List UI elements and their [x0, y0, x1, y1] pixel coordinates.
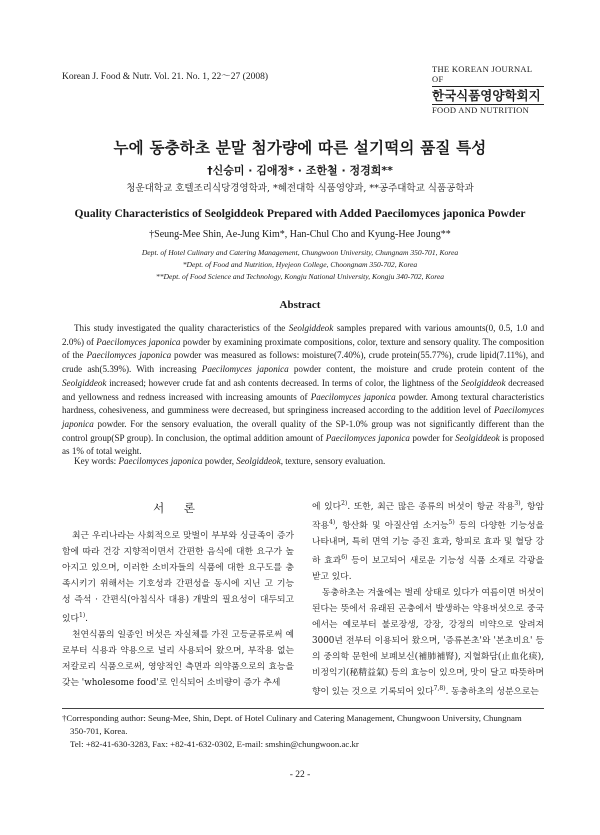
journal-name-en-2: FOOD AND NUTRITION — [432, 105, 530, 115]
footnote-line-3: Tel: +82-41-630-3283, Fax: +82-41-632-0302, E-mail: smshin@chungwoon.ac.kr — [70, 739, 359, 749]
abstract-heading: Abstract — [279, 299, 321, 311]
body-paragraph: 최근 우리나라는 사회적으로 맞벌이 부부와 싱글족이 증가함에 따라 건강 지향적이면서 간편한 음식에 대한 요구가 높아지고 있으며, 이러한 소비자들의 식품에 대한 요구도를 충족시키기 위해서는 기호성과 간편성을 동시에 지닌 고 기능성 즉석 · 간편식(아침식사 대용) 개발의 필요성이 대두되고 있다$^{1)}$. — [62, 531, 294, 624]
body-column-left — [62, 528, 294, 691]
abstract-body — [62, 322, 544, 459]
footnote-line-1: †Corresponding author: Seung-Mee, Shin, Dept. of Hotel Culinary and Catering Management, Chungwoon University, Chungnam — [62, 713, 522, 723]
keywords: Key words: Paecilomyces japonica powder, Seolgiddeok, texture, sensory evaluation. — [74, 456, 386, 466]
affiliation-en-1: Dept. of Hotel Culinary and Catering Management, Chungwoon University, Chungnam 350-701, Korea — [141, 248, 459, 257]
journal-reference: Korean J. Food & Nutr. Vol. 21. No. 1, 22～27 (2008) — [62, 72, 269, 82]
journal-rule-bottom — [432, 104, 544, 105]
authors-en: †Seung-Mee Shin, Ae-Jung Kim*, Han-Chul Cho and Kyung-Hee Joung** — [149, 229, 451, 240]
footnote-divider — [62, 708, 544, 709]
affiliation-en-3: **Dept. of Food Science and Technology, Kongju National University, Kongju 340-702, Korea — [155, 272, 445, 281]
page-number: - 22 - — [289, 770, 311, 780]
journal-name-ko: 한국식품영양학회지 — [432, 88, 541, 103]
corresponding-author-footnote — [62, 712, 544, 751]
body-paragraph: 천연식품의 일종인 버섯은 자실체를 가진 고등균류로써 예로부터 식용과 약용으로 널리 사용되어 왔으며, 부작용 없는 저칼로리 식품으로써, 영양적인 측면과 의약품으로의 효능을 갖는 'wholesome food'로 인식되어 소비량이 증가 추세 — [62, 629, 294, 688]
body-paragraph: 동충하초는 겨울에는 벌레 상태로 있다가 여름이면 버섯이 된다는 뜻에서 유래된 곤충에서 발생하는 약용버섯으로 중국에서는 예로부터 불로장생, 강장, 강정의 비약으로 알려져 3000년 전부터 이용되어 왔으며, '증류본초'와 '본초비요' 등의 중의학 문헌에 보폐보신(補肺補腎), 지혈화담(止血化痰), 비정익기(秘精益氣) 등의 효능이 있으며, 맛이 달고 따뜻하며 향이 있는 것으로 기록되어 있다$^{7,8)}$. 동충하초의 성분으로는 — [312, 587, 544, 697]
body-column-right — [312, 496, 544, 700]
affiliation-en-2: *Dept. of Food and Nutrition, Hyejeon College, Choongnam 350-702, Korea — [182, 260, 418, 269]
body-paragraph: 에 있다$^{2)}$. 또한, 최근 많은 종류의 버섯이 항균 작용$^{3)}$, 항암작용$^{4)}$, 항산화 및 아질산염 소거능$^{5)}$ 등의 다양한 기능성을 나타내며, 특히 면역 기능 증진 효과, 항피로 효과 및 혈당 강하 효과$^{6)}$ 등이 보고되어 새로운 기능성 식품 소재로 각광을 받고 있다. — [312, 500, 544, 582]
abstract-paragraph: This study investigated the quality characteristics of the Seolgiddeok samples prepared with various amounts(0, 0.5, 1.0 and 2.0%) of Paecilomyces japonica powder by examining proximate compositions, color, texture and sensory quality. The composition of the Paecilomyces japonica powder was measured as follows: moisture(7.40%), crude protein(55.77%), crude lipid(7.11%), and crude ash(5.39%). With increasing Paecilomyces japonica powder content, the moisture and crude protein content of the Seolgiddeok increased; however crude fat and ash contents decreased. In terms of color, the lightness of the Seolgiddeok decreased and yellowness and redness increased with increasing amounts of Paecilomyces japonica powder. Among textural characteristics hardness, cohesiveness, and gumminess were decreased, but springiness increased according to the addition level of Paecilomyces japonica powder. For the sensory evaluation, the overall quality of the SP-1.0% group was not significantly different than the control group(SP group). In conclusion, the optimal addition amount of Paecilomyces japonica powder for Seolgiddeok is proposed as 1% of total weight. — [62, 323, 545, 457]
paper-title-ko: 누에 동충하초 분말 첨가량에 따른 설기떡의 품질 특성 — [113, 139, 487, 157]
journal-name-en: THE KOREAN JOURNAL OF — [432, 64, 532, 84]
section-heading-introduction: 서 론 — [153, 501, 203, 515]
journal-logo-block — [432, 64, 544, 115]
journal-rule-top — [432, 86, 544, 87]
footnote-line-2: 350-701, Korea. — [70, 726, 128, 736]
paper-title-en: Quality Characteristics of Seolgiddeok Prepared with Added Paecilomyces japonica Powder — [74, 208, 526, 220]
affiliations-ko: 청운대학교 호텔조리식당경영학과, *혜전대학 식품영양과, **공주대학교 식품공학과 — [126, 183, 474, 194]
authors-ko: †신승미 · 김애정* · 조한철 · 정경희** — [207, 164, 393, 177]
